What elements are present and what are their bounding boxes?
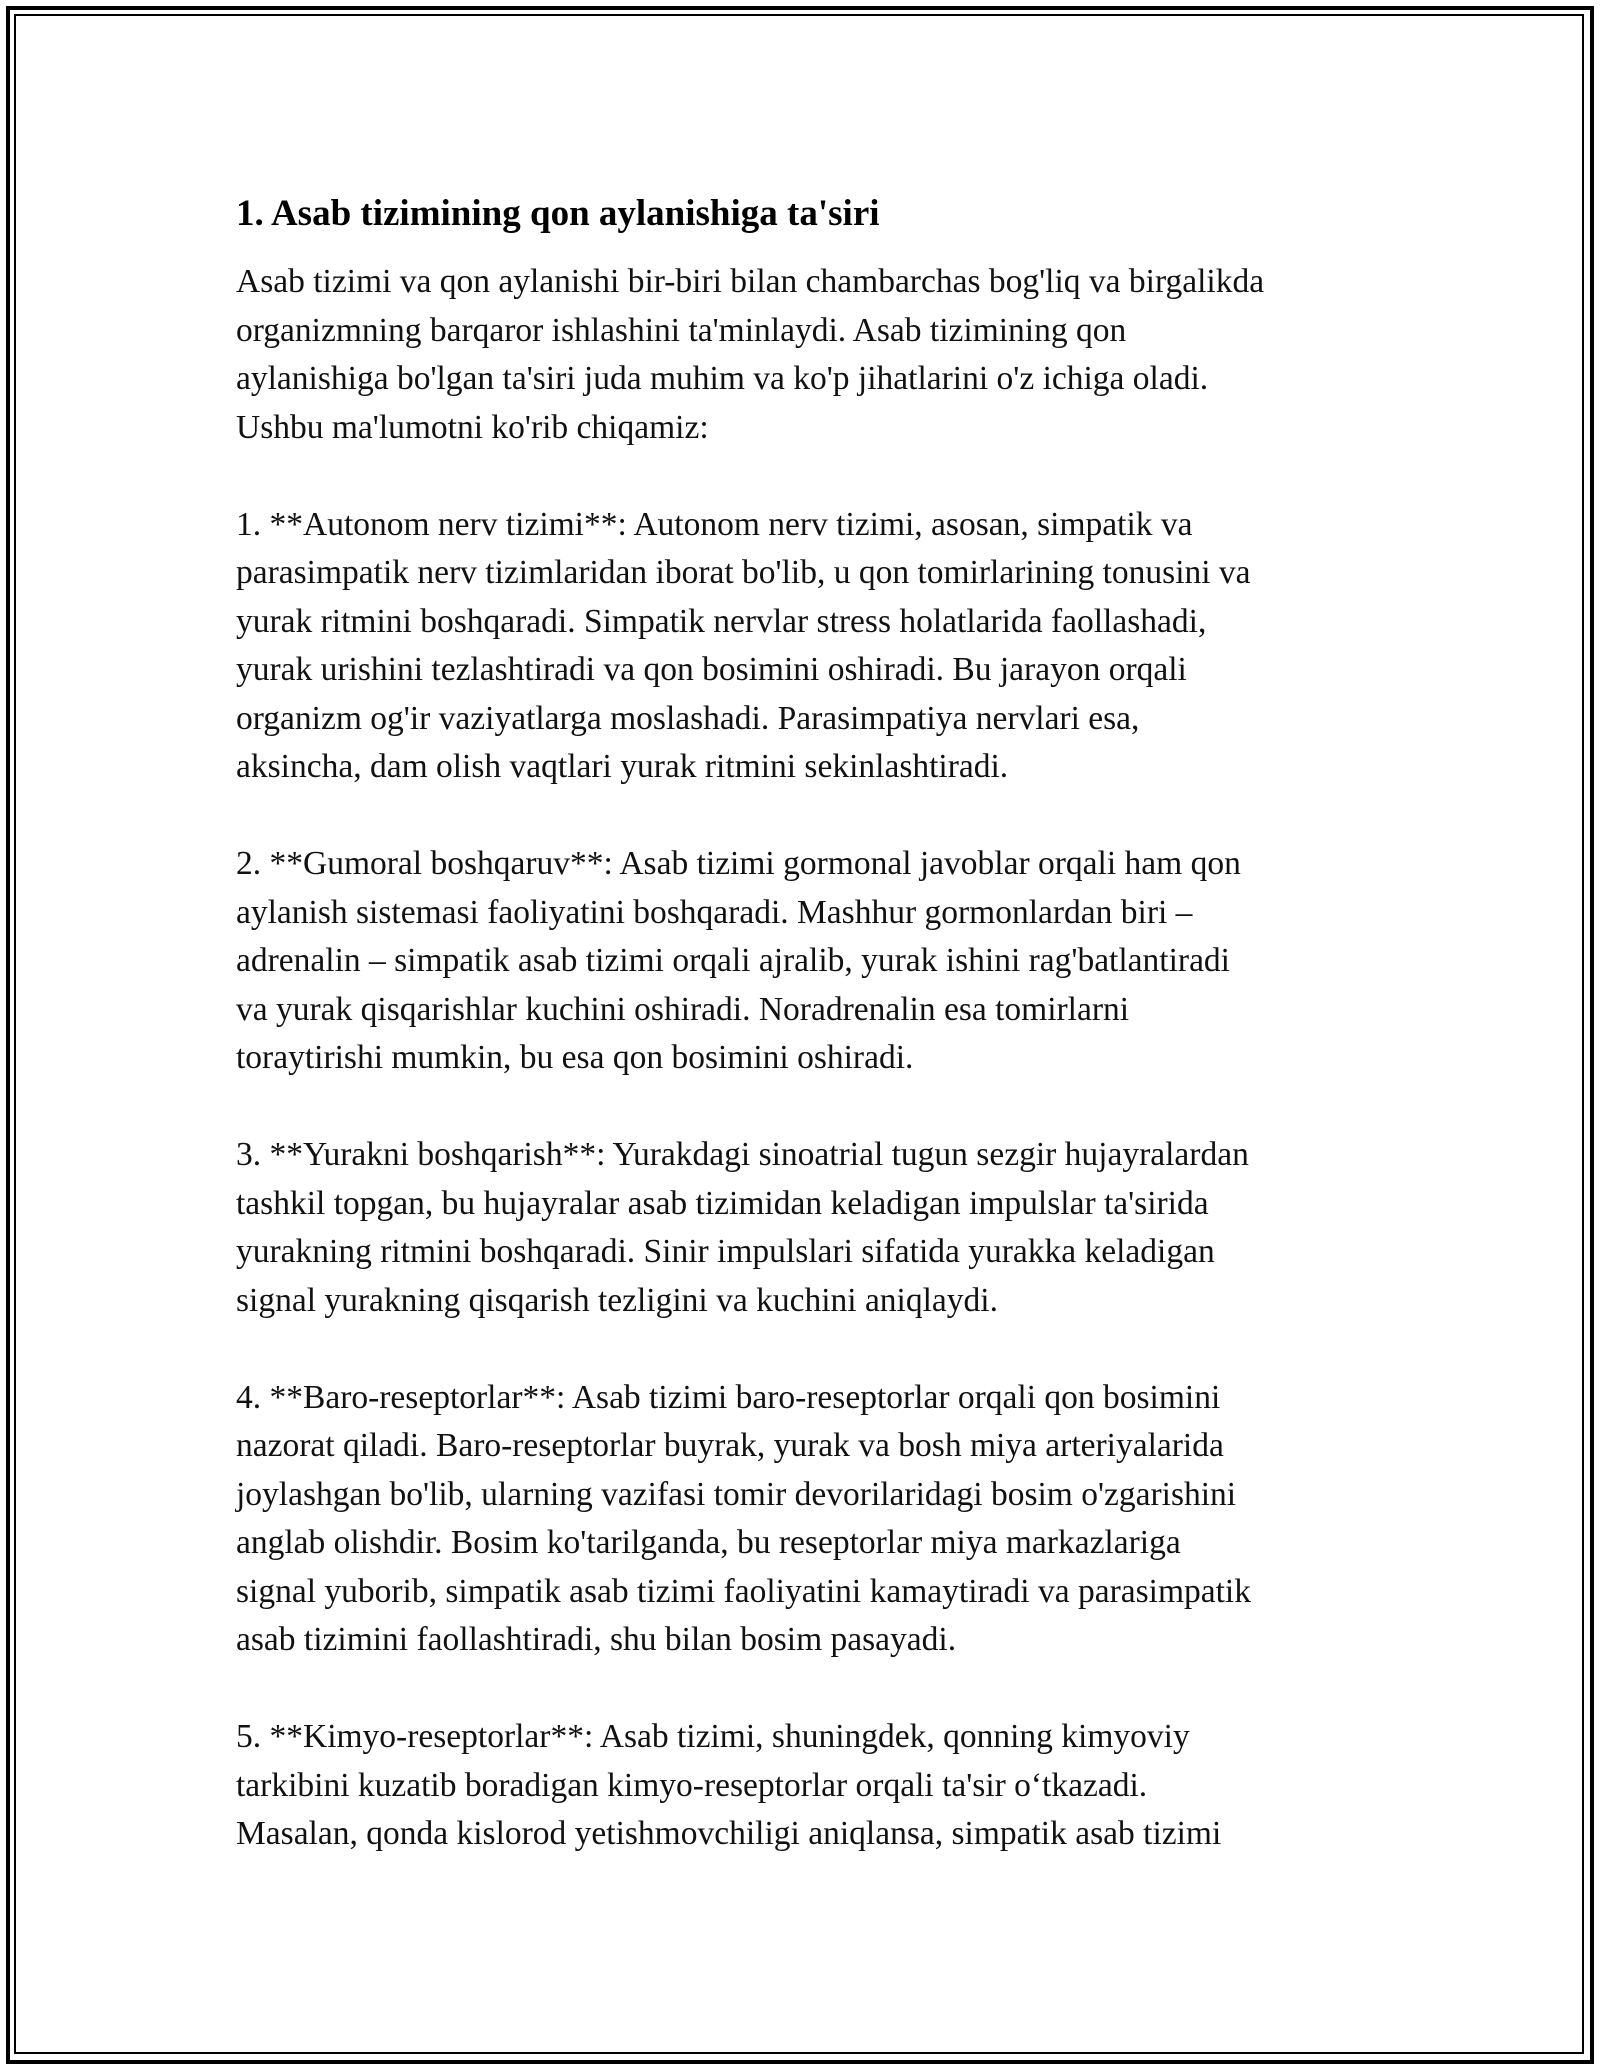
document-page [236, 190, 1366, 1859]
paragraph-yurak: 3. **Yurakni boshqarish**: Yurakdagi sinoatrial tugun sezgir hujayralardan tashkil topgan, bu hujayralar asab tizimidan keladigan impulslar ta'sirida yurakning ritmini boshqaradi. Sinir impulslari sifatida yurakka keladigan signal yurakning qisqarish tezligini va kuchini aniqlaydi. [236, 1136, 1249, 1319]
paragraph-baro-reseptor: 4. **Baro-reseptorlar**: Asab tizimi baro-reseptorlar orqali qon bosimini nazorat qiladi. Baro-reseptorlar buyrak, yurak va bosh miya arteriyalarida joylashgan bo'lib, ularning vazifasi tomir devorilaridagi bosim o'zgarishini anglab olishdir. Bosim ko'tarilganda, bu reseptorlar miya markazlariga signal yuborib, simpatik asab tizimi faoliyatini kamaytiradi va parasimpatik asab tizimini faollashtiradi, shu bilan bosim pasayadi. [236, 1378, 1251, 1658]
paragraph-gumoral: 2. **Gumoral boshqaruv**: Asab tizimi gormonal javoblar orqali ham qon aylanish sistemasi faoliyatini boshqaradi. Mashhur gormonlardan biri – adrenalin – simpatik asab tizimi orqali ajralib, yurak ishini rag'batlantiradi va yurak qisqarishlar kuchini oshiradi. Noradrenalin esa tomirlarni toraytirishi mumkin, bu esa qon bosimini oshiradi. [236, 845, 1241, 1076]
intro-paragraph: Asab tizimi va qon aylanishi bir-biri bilan chambarchas bog'liq va birgalikda organizmning barqaror ishlashini ta'minlaydi. Asab tizimining qon aylanishiga bo'lgan ta'siri juda muhim va ko'p jihatlarini o'z ichiga oladi. Ushbu ma'lumotni ko'rib chiqamiz: [236, 263, 1265, 446]
section-heading: 1. Asab tizimining qon aylanishiga ta'siri [236, 193, 880, 234]
paragraph-kimyo-reseptor: 5. **Kimyo-reseptorlar**: Asab tizimi, shuningdek, qonning kimyoviy tarkibini kuzatib boradigan kimyo-reseptorlar orqali ta'sir oʻtkazadi. Masalan, qonda kislorod yetishmovchiligi aniqlansa, simpatik asab tizimi [236, 1718, 1222, 1852]
paragraph-autonom-nerv: 1. **Autonom nerv tizimi**: Autonom nerv tizimi, asosan, simpatik va parasimpatik nerv tizimlaridan iborat bo'lib, u qon tomirlarining tonusini va yurak ritmini boshqaradi. Simpatik nervlar stress holatlarida faollashadi, yurak urishini tezlashtiradi va qon bosimini oshiradi. Bu jarayon orqali organizm og'ir vaziyatlarga moslashadi. Parasimpatiya nervlari esa, aksincha, dam olish vaqtlari yurak ritmini sekinlashtiradi. [236, 505, 1251, 785]
